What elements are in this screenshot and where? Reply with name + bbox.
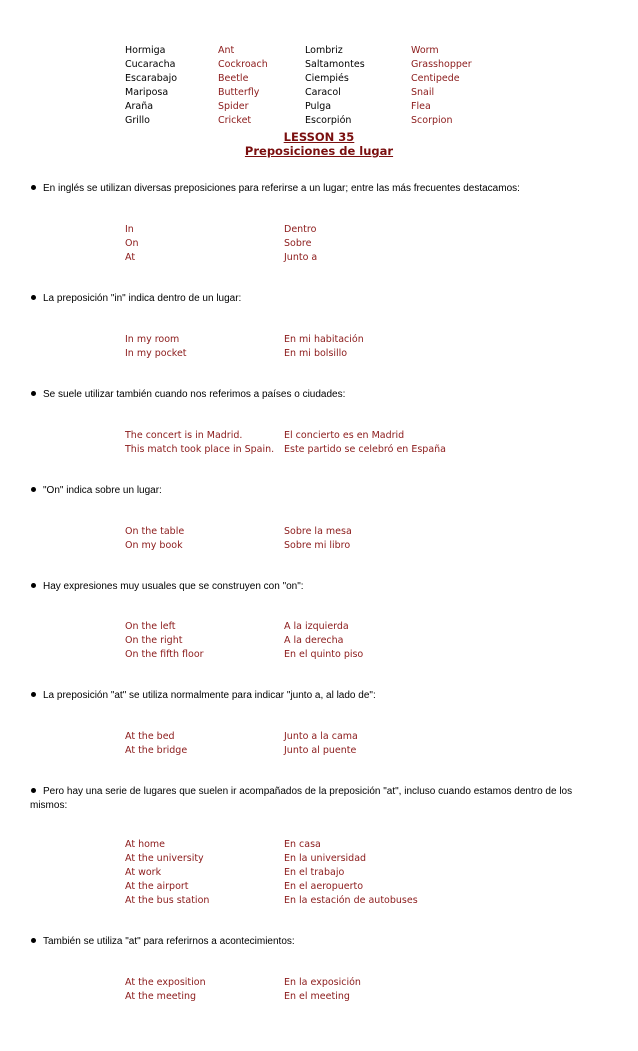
vocab-english: Worm [411, 45, 439, 56]
example-row [125, 852, 605, 866]
example-english: At the university [125, 853, 204, 864]
example-english: At the bed [125, 731, 175, 742]
bullet-icon [31, 938, 36, 943]
vocab-english: Ant [218, 45, 235, 56]
example-spanish: En el aeropuerto [284, 881, 364, 892]
vocab-row [125, 100, 585, 114]
example-english: This match took place in Spain. [125, 444, 275, 455]
example-row [125, 347, 605, 361]
vocab-english: Butterfly [218, 87, 260, 98]
example-english: On my book [125, 540, 183, 551]
example-english: On the right [125, 635, 183, 646]
section-sentence: En inglés se utilizan diversas preposiciones para referirse a un lugar; entre las más frecuentes destacamos: [43, 183, 520, 194]
example-row [125, 525, 605, 539]
example-list [125, 525, 605, 553]
section-sentence: También se utiliza "at" para referirnos a acontecimientos: [43, 936, 295, 947]
section-sentence: La preposición "at" se utiliza normalmente para indicar "junto a, al lado de": [43, 690, 376, 701]
section-sentence: "On" indica sobre un lugar: [43, 485, 162, 496]
vocab-spanish: Lombriz [305, 45, 343, 56]
example-spanish: El concierto es en Madrid [284, 430, 405, 441]
vocab-spanish: Saltamontes [305, 59, 365, 70]
example-list [125, 730, 605, 758]
vocab-english: Spider [218, 101, 249, 112]
example-english: On [125, 238, 139, 249]
vocab-english: Grasshopper [411, 59, 472, 70]
example-spanish: En mi habitación [284, 334, 364, 345]
vocab-spanish: Ciempiés [305, 73, 349, 84]
vocab-row [125, 58, 585, 72]
example-english: In my pocket [125, 348, 187, 359]
vocab-english: Cockroach [218, 59, 268, 70]
example-row [125, 838, 605, 852]
lesson-title: LESSON 35 [283, 130, 355, 144]
section-text [30, 182, 610, 196]
bullet-icon [31, 185, 36, 190]
section-text [30, 388, 610, 402]
example-english: At the exposition [125, 977, 206, 988]
bullet-icon [31, 295, 36, 300]
vocab-row [125, 86, 585, 100]
example-english: At [125, 252, 136, 263]
vocab-spanish: Escarabajo [125, 73, 178, 84]
example-row [125, 880, 605, 894]
vocab-spanish: Caracol [305, 87, 341, 98]
example-row [125, 730, 605, 744]
example-row [125, 894, 605, 908]
example-english: In [125, 224, 134, 235]
bullet-icon [31, 692, 36, 697]
vocab-english: Flea [411, 101, 431, 112]
example-row [125, 237, 605, 251]
example-english: In my room [125, 334, 180, 345]
section-text [30, 689, 610, 703]
vocab-english: Scorpion [411, 115, 453, 126]
example-spanish: En el quinto piso [284, 649, 364, 660]
example-spanish: En el meeting [284, 991, 350, 1002]
example-spanish: Este partido se celebró en España [284, 444, 446, 455]
bullet-icon [31, 788, 36, 793]
example-spanish: Junto al puente [284, 745, 357, 756]
section-text [30, 935, 610, 949]
lesson-subtitle: Preposiciones de lugar [244, 144, 394, 158]
example-row [125, 634, 605, 648]
example-row [125, 429, 605, 443]
section-text [30, 484, 610, 498]
example-row [125, 443, 605, 457]
example-list [125, 976, 605, 1004]
example-english: At the meeting [125, 991, 197, 1002]
example-english: At home [125, 839, 166, 850]
example-spanish: A la derecha [284, 635, 344, 646]
section-text [30, 785, 610, 813]
example-english: On the fifth floor [125, 649, 204, 660]
vocab-row [125, 72, 585, 86]
section-text [30, 292, 610, 306]
example-spanish: En la universidad [284, 853, 367, 864]
vocab-english: Beetle [218, 73, 249, 84]
vocab-spanish: Grillo [125, 115, 150, 126]
vocab-english: Centipede [411, 73, 460, 84]
example-row [125, 976, 605, 990]
example-list [125, 429, 605, 457]
section-sentence: Hay expresiones muy usuales que se construyen con "on": [43, 581, 304, 592]
example-english: At the airport [125, 881, 189, 892]
example-english: On the table [125, 526, 185, 537]
section-sentence: Pero hay una serie de lugares que suelen ir acompañados de la preposición "at", incluso cuando estamos dentro de los mismos: [30, 786, 573, 811]
example-spanish: Sobre [284, 238, 312, 249]
vocabulary-table [125, 44, 585, 128]
example-row [125, 648, 605, 662]
example-english: The concert is in Madrid. [125, 430, 243, 441]
vocab-spanish: Escorpión [305, 115, 352, 126]
example-row [125, 333, 605, 347]
section-text [30, 580, 610, 594]
example-row [125, 223, 605, 237]
bullet-icon [31, 391, 36, 396]
example-english: At work [125, 867, 162, 878]
example-spanish: A la izquierda [284, 621, 349, 632]
example-row [125, 539, 605, 553]
example-list [125, 838, 605, 908]
example-spanish: En mi bolsillo [284, 348, 348, 359]
example-spanish: Sobre la mesa [284, 526, 352, 537]
bullet-icon [31, 583, 36, 588]
section-sentence: Se suele utilizar también cuando nos referimos a países o ciudades: [43, 389, 346, 400]
section-sentence: La preposición "in" indica dentro de un lugar: [43, 293, 242, 304]
example-row [125, 990, 605, 1004]
vocab-row [125, 114, 585, 128]
example-english: At the bridge [125, 745, 188, 756]
vocab-spanish: Cucaracha [125, 59, 176, 70]
example-row [125, 251, 605, 265]
example-row [125, 866, 605, 880]
example-spanish: En la estación de autobuses [284, 895, 418, 906]
vocab-spanish: Mariposa [125, 87, 169, 98]
example-english: At the bus station [125, 895, 210, 906]
example-list [125, 620, 605, 662]
example-spanish: Dentro [284, 224, 317, 235]
vocab-row [125, 44, 585, 58]
example-english: On the left [125, 621, 176, 632]
vocab-spanish: Araña [125, 101, 154, 112]
example-list [125, 223, 605, 265]
example-spanish: En el trabajo [284, 867, 345, 878]
example-row [125, 744, 605, 758]
bullet-icon [31, 487, 36, 492]
example-spanish: Sobre mi libro [284, 540, 351, 551]
example-spanish: En la exposición [284, 977, 361, 988]
example-spanish: En casa [284, 839, 321, 850]
vocab-english: Cricket [218, 115, 252, 126]
vocab-spanish: Hormiga [125, 45, 166, 56]
vocab-spanish: Pulga [305, 101, 332, 112]
example-spanish: Junto a [284, 252, 318, 263]
example-list [125, 333, 605, 361]
example-row [125, 620, 605, 634]
vocab-english: Snail [411, 87, 435, 98]
example-spanish: Junto a la cama [284, 731, 358, 742]
